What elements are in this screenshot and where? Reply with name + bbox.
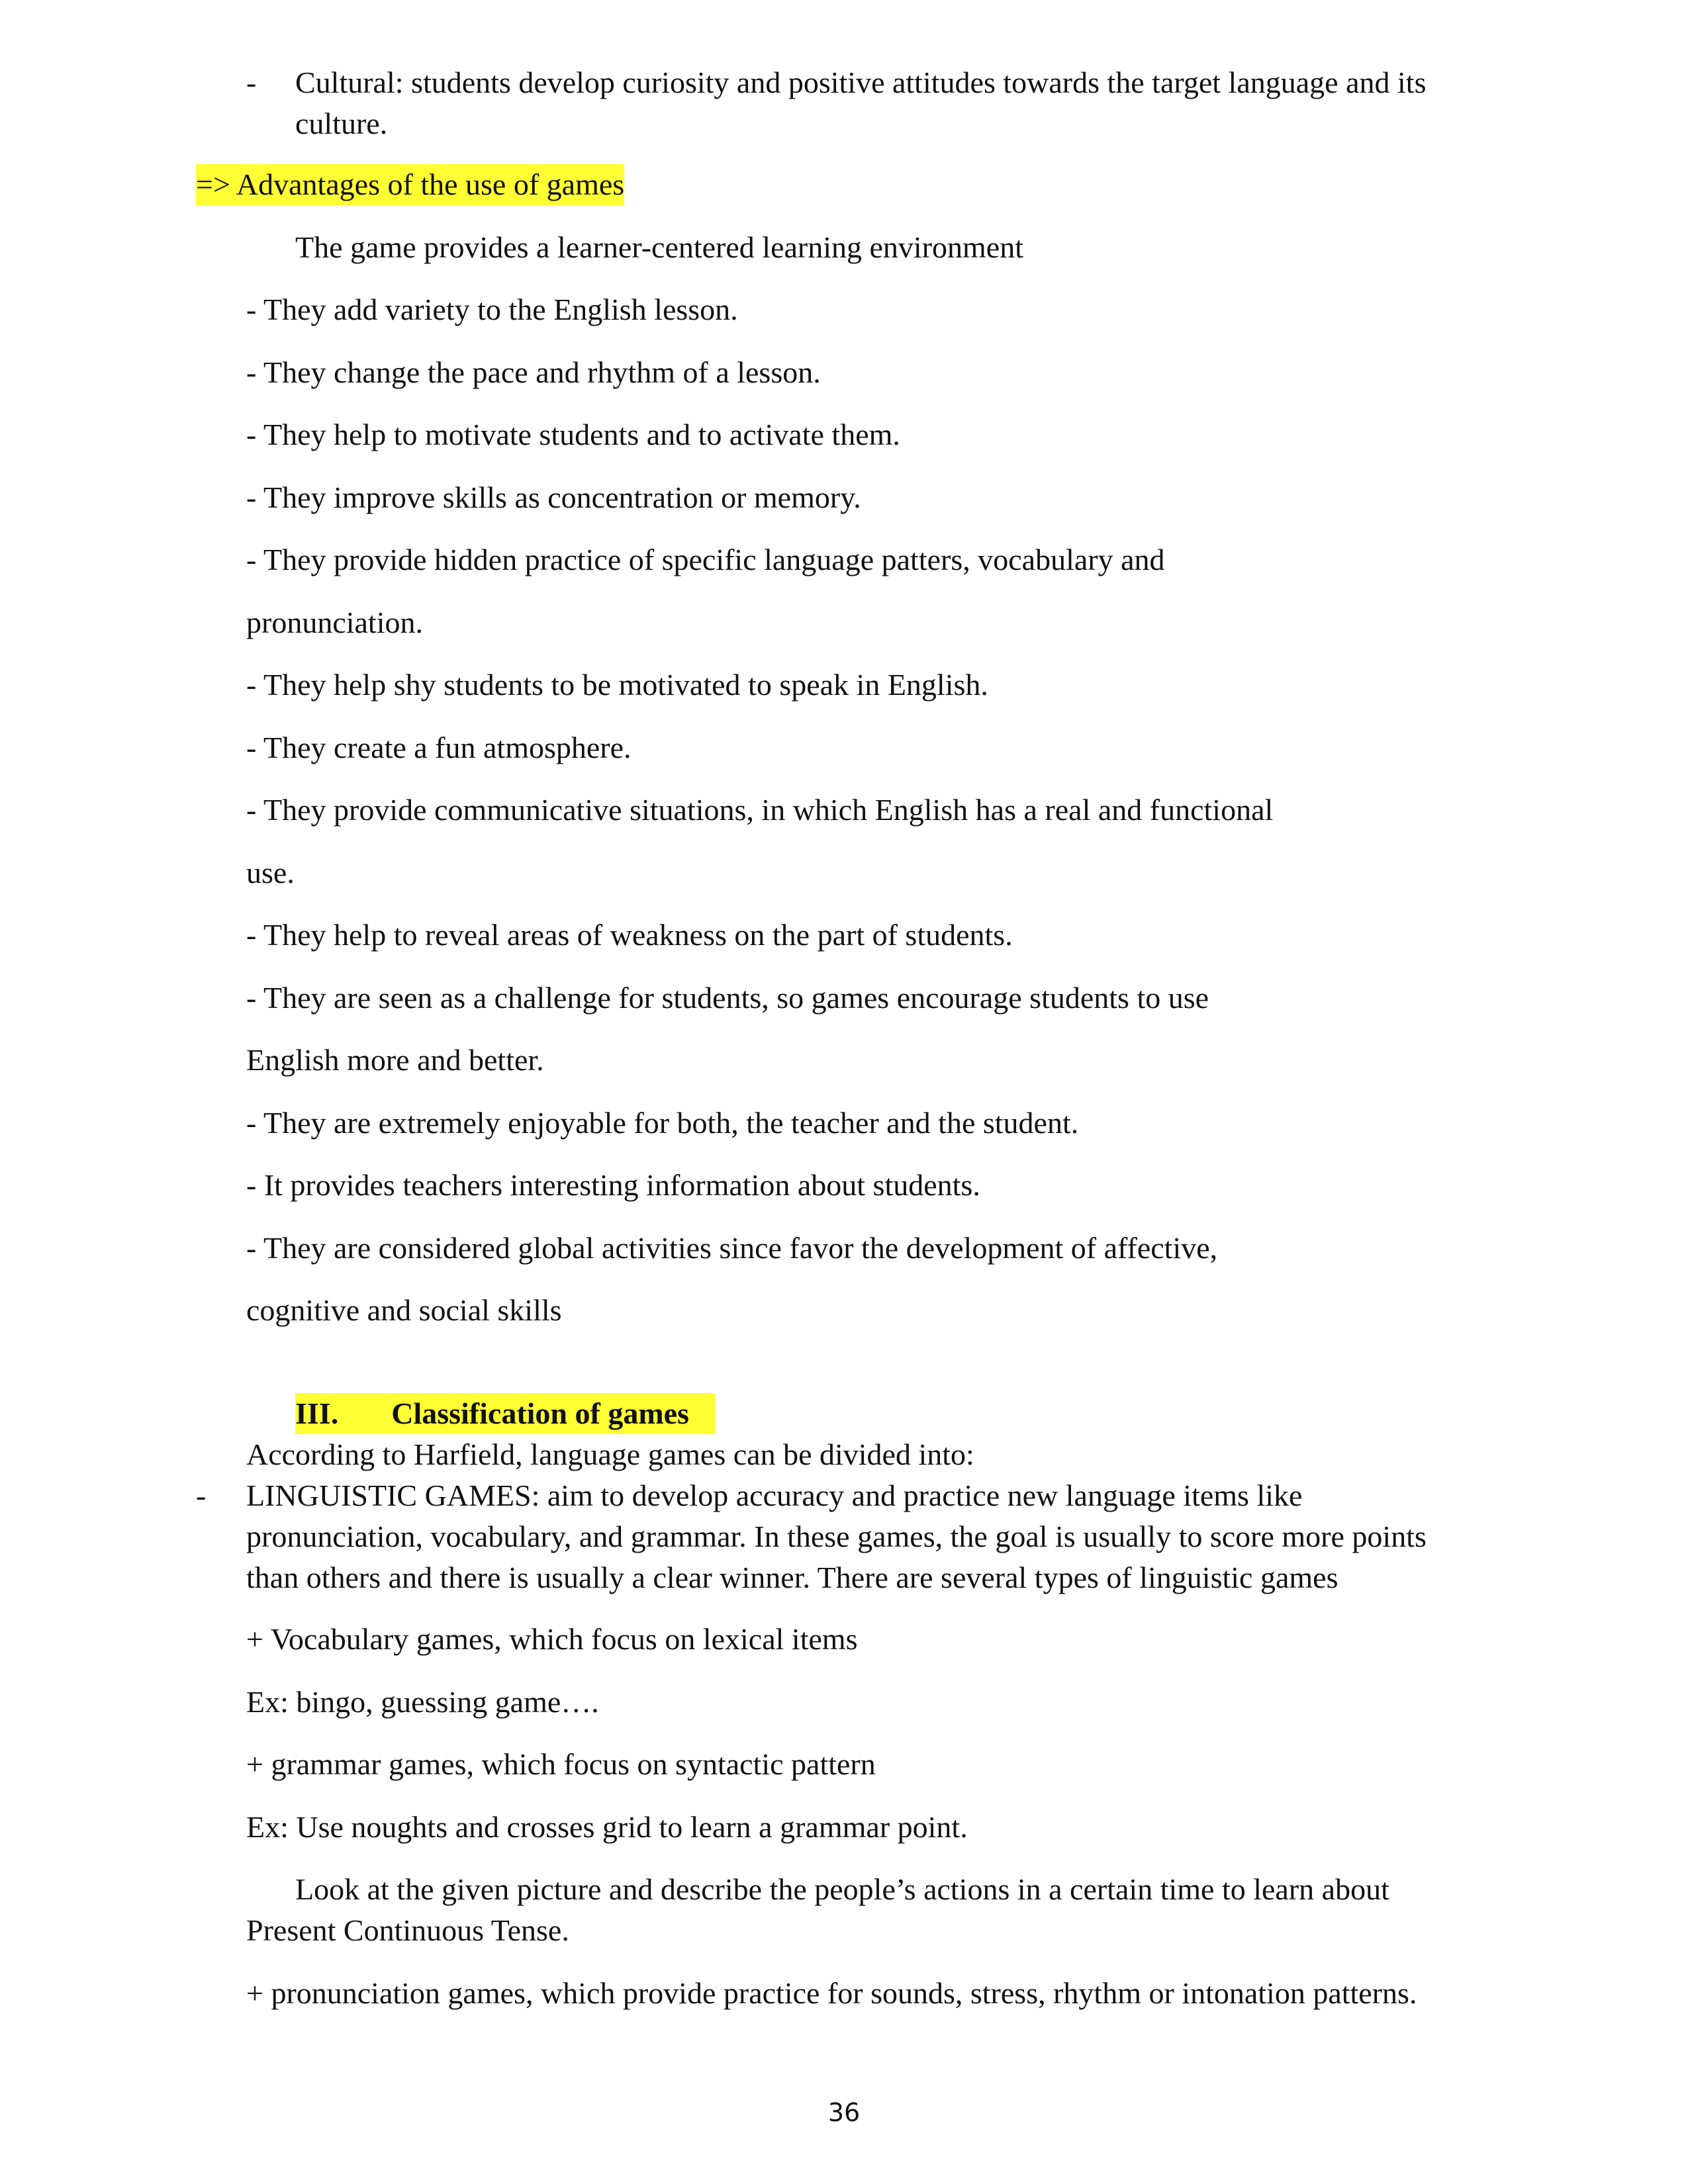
bullet-dash: -	[246, 66, 257, 99]
advantage-item-continuation: use.	[246, 856, 295, 889]
linguistic-line-1: LINGUISTIC GAMES: aim to develop accuracy and practice new language items like	[246, 1479, 1303, 1512]
advantage-item: - They are considered global activities since favor the development of affective,	[246, 1231, 1218, 1265]
advantage-item-continuation: cognitive and social skills	[246, 1293, 562, 1327]
grammar-example: Ex: Use noughts and crosses grid to learn a grammar point.	[246, 1810, 968, 1844]
cultural-line-2: culture.	[295, 107, 388, 140]
advantage-item: - They improve skills as concentration or memory.	[246, 480, 861, 514]
page-number: 36	[827, 2098, 861, 2127]
linguistic-line-2: pronunciation, vocabulary, and grammar. In these games, the goal is usually to score more points	[246, 1520, 1427, 1553]
advantage-item: - They create a fun atmosphere.	[246, 731, 632, 764]
advantage-item-continuation: English more and better.	[246, 1043, 544, 1077]
advantage-item: - They help to reveal areas of weakness on the part of students.	[246, 918, 1013, 952]
advantage-item: - They help shy students to be motivated to speak in English.	[246, 668, 988, 702]
advantage-item: - They help to motivate students and to activate them.	[246, 418, 900, 451]
section-heading	[295, 1393, 715, 1434]
advantage-item-continuation: pronunciation.	[246, 606, 423, 639]
advantage-item: - They are extremely enjoyable for both, the teacher and the student.	[246, 1106, 1079, 1140]
linguistic-line-3: than others and there is usually a clear winner. There are several types of linguistic games	[246, 1561, 1338, 1594]
classification-intro: According to Harfield, language games can be divided into:	[246, 1437, 974, 1471]
advantages-intro: The game provides a learner-centered learning environment	[295, 230, 1024, 264]
look-line-2: Present Continuous Tense.	[246, 1913, 569, 1947]
section-title: Classification of games	[391, 1396, 689, 1430]
advantage-item: - They add variety to the English lesson.	[246, 293, 738, 326]
vocabulary-example: Ex: bingo, guessing game….	[246, 1685, 599, 1719]
advantage-item: - They provide hidden practice of specific language patters, vocabulary and	[246, 543, 1165, 576]
grammar-games: + grammar games, which focus on syntactic pattern	[246, 1747, 876, 1781]
look-line-1: Look at the given picture and describe the people’s actions in a certain time to learn about	[295, 1872, 1389, 1906]
pronunciation-games: + pronunciation games, which provide practice for sounds, stress, rhythm or intonation patterns.	[246, 1976, 1417, 2010]
advantage-item: - It provides teachers interesting information about students.	[246, 1168, 980, 1202]
advantage-item: - They are seen as a challenge for students, so games encourage students to use	[246, 981, 1209, 1015]
section-numeral: III.	[295, 1396, 339, 1430]
advantage-item: - They change the pace and rhythm of a lesson.	[246, 355, 821, 389]
vocabulary-games: + Vocabulary games, which focus on lexical items	[246, 1622, 858, 1656]
advantages-heading: => Advantages of the use of games	[196, 164, 624, 205]
advantage-item: - They provide communicative situations, in which English has a real and functional	[246, 793, 1274, 827]
bullet-dash: -	[196, 1479, 207, 1512]
cultural-line-1: Cultural: students develop curiosity and positive attitudes towards the target language and its	[295, 66, 1427, 99]
